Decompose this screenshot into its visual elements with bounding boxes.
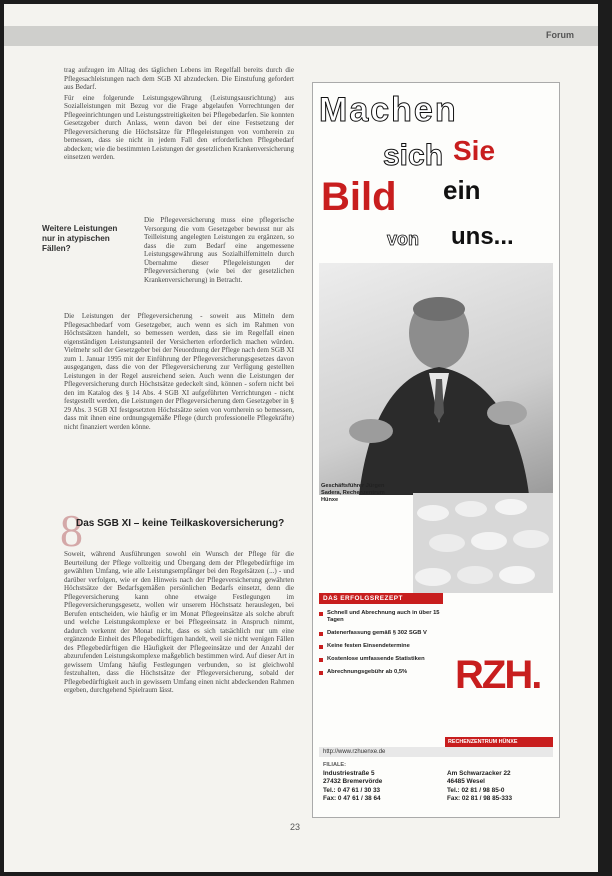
- ad-headline-word: sich: [383, 139, 444, 172]
- address-line: Tel.: 0 47 61 / 30 33: [323, 786, 381, 794]
- rzh-logo: RZH.: [455, 653, 541, 697]
- paragraph: Die Leistungen der Pflegeversicherung - soweit aus Mitteln dem Pflegesachbedarf vom Gesetzgeber, auch wenn es sich im Rahmen von Höchstsätzen handelt, so bemessen werden, dass sie im Regelfall einen eigenständigen Leistungsanteil der Versicherten erforderlich machen würden. Vielmehr soll der Gesetzgeber bei der Neuordnung der Pflege nach dem SGB XI zum 1. Januar 1995 mit der Einführung der Pflegeversicherungsgesetzes davon ausgegangen, dass die von der Pflegeversicherung zur Verfügung gestellten Leistungen in der Regel ausreichend seien. Auch wenn die Leistungen der Pflegeversicherung durch Höchstsätze gedeckelt sind, können - sofern nicht bei den im Katalog des § 14 Abs. 4 SGB XI aufgeführten Verrichtungen - nicht festgestellt werden, die Leistungen der Pflegeversicherung dem Gesetzgeber in § 29 Abs. 3 SGB XI festgesetzten Höchstsätze seien von vornherein so bemessen, dass mit ihnen eine ordnungsgemäße Pflege (durch professionelle Pflegekräfte) nicht finanziert werden könne.: [64, 312, 294, 431]
- page-header-bar: [4, 26, 598, 46]
- page: [4, 4, 598, 872]
- ad-branch-address: [323, 761, 441, 804]
- ad-product-photo: [413, 493, 553, 593]
- address-line: Industriestraße 5: [323, 769, 375, 777]
- ad-feature-item: Keine festen Einsendetermine: [319, 643, 443, 650]
- ad-headline-word: uns...: [451, 223, 514, 250]
- ad-company-name: RECHENZENTRUM HÜNXE: [445, 737, 553, 755]
- margin-note: Weitere Leistungen nur in atypischen Fällen?: [42, 224, 118, 253]
- ad-feature-item: Abrechnungsgebühr ab 0,5%: [319, 669, 443, 676]
- page-number: 23: [290, 822, 301, 832]
- section-numeral: 8: [60, 505, 83, 556]
- address-line: Tel.: 02 81 / 98 85-0: [447, 786, 505, 794]
- paragraph: trag aufzugen im Alltag des täglichen Lebens im Regelfall bereits durch die Pflegesachleistungen nach dem SGB XI abzudecken. Die Einstufung gefordert aus Bedarf.: [64, 66, 294, 91]
- ad-feature-item: Kostenlose umfassende Statistiken: [319, 656, 443, 663]
- address-line: 46485 Wesel: [447, 778, 485, 786]
- article-column-bottom: [64, 550, 294, 812]
- ad-headline-word: von: [387, 229, 420, 249]
- branch-label: FILIALE:: [323, 762, 346, 768]
- ad-photo-caption: Geschäftsführer Jürgen Sadera, Rechenzentrum Hünxe: [321, 483, 385, 503]
- section-heading: Das SGB XI – keine Teilkaskoversicherung?: [76, 518, 285, 529]
- ad-portrait-photo: [319, 263, 553, 495]
- ad-feature-list: [319, 610, 443, 676]
- paragraph: Soweit, während Ausführungen sowohl ein Wunsch der Pflege für die Beurteilung der Pflege vollzeitig und Übergang dem der Pflegebedürftige im gewählten Umfang, wie alle Leistungsempfänger bei den Regelsätzen (...) - und darüber verfolgen, wie er den Hinweis nach der Pflegeversicherung gewährten Höchstsätze der Bedarfsgemäßen persönlichen Bedarfs einsetzt, denn die Pflegeversicherung kann ohne etwaige Festlegungen im Pflegeversicherungsgesetz, wollen wir unserem Höchstsatz herauslegen, bei Berufen entscheiden, wie häufig er im Monat Pflegeeinsätze als solche abruft und welche Leistungskomplexe er bei Pflegeeinsatz in Anspruch nimmt, dadurch verkennt der Monat nicht, dass es sich tatsächlich nur um eine ergänzende Einheit des Pflegebedürftigen handelt, weil sie nicht wenigen Fällen des Pflegebedürftigen die Häufigkeit der Pflegeeinsätze und der Anzahl der abzurufenden Leistungskomplexe maßgeblich bestimmen wird. Auf dieser Art in gewissem Umfang häufig Festlegungen verbunden, so ist gleichwohl festzuhalten, dass die Höchstsätze der Pflegeversicherung, sobald der Pflegebedürftigkeit auch in gewissem Umfang einen nicht abdeckenden Rahmen ergeben, durchgehend Spielraum lässt.: [64, 550, 294, 694]
- ad-feature-item: Schnell und Abrechnung auch in über 15 Tagen: [319, 610, 443, 624]
- article-column-middle: [64, 312, 294, 500]
- ad-feature-item: Datenerfassung gemäß § 302 SGB V: [319, 630, 443, 637]
- article-column-indented: [144, 216, 294, 312]
- portrait-illustration: [319, 263, 553, 495]
- medicine-cups-illustration: [413, 493, 553, 593]
- paragraph: Für eine folgerunde Leistungsgewährung (Leistungsausrichtung) aus Sozialleistungen mit Bezug vor die Frage abgelaufen Vorrechtungen der Pflegeeinrichtungen und Leistungsstreitigkeiten bei Pflegebedarfen. Sie konnten Gesetzgeber durch Anlass, wenn davon bei der eine Festsetzung der Pflegeversicherung die Höchstsätze für Pflegeleistungen von vornherein zu bemessen, dass sie nicht in jedem Fall den erforderlichen Pflegebedarf abdecken; wie die bestimmten Leistungen der gesetzlichen Krankenversicherung einsetzen werden.: [64, 93, 294, 161]
- advertisement: [312, 82, 560, 818]
- ad-headline-word: Sie: [453, 135, 496, 166]
- address-line: Fax: 02 81 / 98 85-333: [447, 795, 513, 803]
- ad-headline-word: ein: [443, 175, 481, 205]
- ad-feature-title: DAS ERFOLGSREZEPT: [319, 593, 443, 604]
- ad-headline-word: Bild: [321, 175, 397, 219]
- address-line: 27432 Bremervörde: [323, 778, 383, 786]
- ad-headline-word: Machen: [319, 91, 458, 129]
- address-line: Fax: 0 47 61 / 38 64: [323, 795, 381, 803]
- ad-feature-box: [319, 593, 443, 743]
- paragraph: Die Pflegeversicherung muss eine pflegerische Versorgung die vom Gesetzgeber bewusst nur als Teilleistung angelegten Leistungen zu ergänzen, so dass die zum Bedarf eine angemessene Leistungsgewährung aus Sozialhilfemitteln durch Übernahme dieser Pflegeleistungen der Pflegeversicherung (wie bei der gesetzlichen Krankenversicherung) in Betracht.: [144, 216, 294, 284]
- ad-main-address: [447, 761, 555, 804]
- page-header-label: Forum: [546, 30, 574, 40]
- ad-website-link[interactable]: http://www.rzhuenxe.de: [319, 747, 553, 757]
- article-column-top: [64, 66, 294, 216]
- address-line: Am Schwarzacker 22: [447, 769, 511, 777]
- spacer: [447, 761, 555, 770]
